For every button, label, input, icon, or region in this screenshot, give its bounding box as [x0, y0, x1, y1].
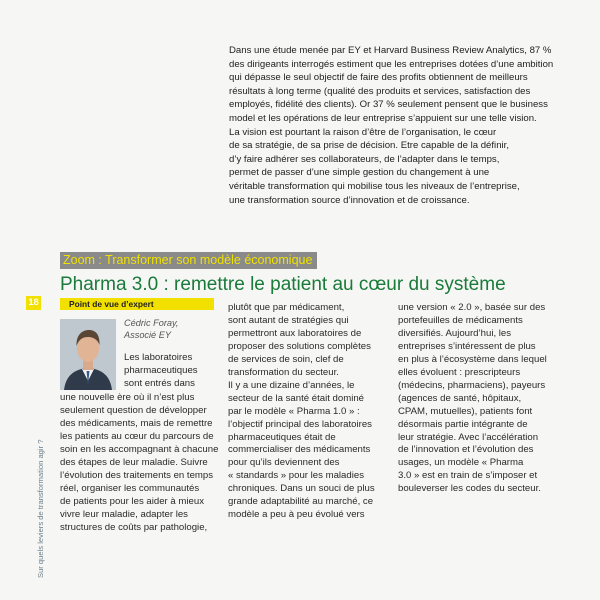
text-line: une nouvelle ère où il n’est plus: [60, 392, 195, 403]
text-line: pharmaceutiques: [124, 364, 198, 376]
intro-line: Dans une étude menée par EY et Harvard Business Review Analytics, 87 %: [229, 45, 552, 56]
page-number: 18: [26, 296, 41, 310]
text-line: en plus à l’écosystème dans lequel: [398, 353, 547, 365]
text-line: par le modèle « Pharma 1.0 » :: [228, 405, 360, 417]
expert-portrait: [60, 319, 116, 390]
text-line: elles évoluent : prescripteurs: [398, 366, 521, 378]
article-title: Pharma 3.0 : remettre le patient au cœur du système: [60, 274, 506, 295]
intro-line: une transformation source d’innovation et de croissance.: [229, 194, 470, 206]
article-column-1: [60, 392, 220, 534]
text-line: diversifiés. Aujourd’hui, les: [398, 327, 512, 339]
expert-role: Associé EY: [124, 329, 171, 340]
intro-line: résultats à long terme (qualité des produits et services, satisfaction des: [229, 85, 531, 97]
text-line: seulement question de développer: [60, 404, 207, 416]
text-line: des médicaments, mais de remettre: [60, 417, 213, 429]
article-column-2: [228, 302, 392, 522]
text-line: de patients pour les aider à mieux: [60, 495, 204, 507]
text-line: sont entrés dans: [124, 377, 195, 389]
text-line: entreprises s’intéressent de plus: [398, 340, 536, 352]
text-line: portefeuilles de médicaments: [398, 314, 523, 326]
intro-line: La vision est pourtant la raison d’être de l’organisation, le cœur: [229, 126, 497, 138]
text-line: pour qu’ils deviennent des: [228, 457, 340, 469]
text-line: « standards » pour les maladies: [228, 470, 364, 482]
intro-line: des dirigeants interrogés estiment que les entreprises dotées d’une ambition: [229, 58, 554, 70]
article-column-3: [398, 302, 564, 496]
text-line: Il y a une dizaine d’années, le: [228, 379, 355, 391]
intro-line: véritable transformation qui mobilise tous les niveaux de l’entreprise,: [229, 180, 520, 192]
text-line: usages, un modèle « Pharma: [398, 457, 524, 469]
text-line: leur stratégie. Avec l’accélération: [398, 431, 539, 443]
expert-viewpoint-label: Point de vue d’expert: [60, 298, 214, 310]
text-line: transformation du secteur.: [228, 366, 339, 378]
text-line: (agences de santé, hôpitaux,: [398, 392, 522, 404]
side-running-title: Sur quels leviers de transformation agir ?: [36, 439, 45, 578]
text-line: sont autant de stratégies qui: [228, 314, 349, 326]
text-line: structures de coûts par pathologie,: [60, 521, 208, 533]
text-line: des étapes de leur maladie. Suivre: [60, 456, 208, 468]
text-line: désormais partie intégrante de: [398, 418, 528, 430]
text-line: permettront aux laboratoires de: [228, 327, 362, 339]
expert-identity: [124, 318, 214, 341]
intro-paragraph: [229, 44, 559, 207]
article-column-1-top: [124, 352, 234, 391]
text-line: l’évolution des traitements en temps: [60, 469, 214, 481]
text-line: de l’innovation et l’évolution des: [398, 444, 534, 456]
zoom-section-label: Zoom : Transformer son modèle économique: [60, 252, 317, 269]
expert-name: Cédric Foray,: [124, 318, 179, 328]
intro-line: employés, fidélité des clients). Or 37 % seulement pensent que le business: [229, 99, 548, 111]
text-line: chroniques. Dans un souci de plus: [228, 483, 375, 495]
text-line: grande adaptabilité au marché, ce: [228, 496, 374, 508]
text-line: de services de soin, clef de: [228, 353, 344, 365]
text-line: une version « 2.0 », basée sur des: [398, 302, 546, 313]
text-line: (médecins, pharmaciens), payeurs: [398, 379, 546, 391]
text-line: les patients au cœur du parcours de: [60, 430, 214, 442]
text-line: secteur de la santé était dominé: [228, 392, 364, 404]
text-line: bouleverser les codes du secteur.: [398, 483, 541, 495]
text-line: proposer des solutions complètes: [228, 340, 371, 352]
text-line: CPAM, mutuelles), patients font: [398, 405, 533, 417]
text-line: Les laboratoires: [124, 352, 193, 363]
intro-line: d’y faire adhérer ses collaborateurs, de l’adapter dans le temps,: [229, 153, 500, 165]
text-line: vivre leur maladie, adapter les: [60, 508, 188, 520]
text-line: l’objectif principal des laboratoires: [228, 418, 372, 430]
text-line: commercialiser des médicaments: [228, 444, 371, 456]
text-line: réel, organiser les communautés: [60, 482, 200, 494]
text-line: plutôt que par médicament,: [228, 302, 345, 313]
intro-line: model et les opérations de leur entreprise s’appuient sur une telle vision.: [229, 112, 537, 124]
text-line: modèle a peu à peu évolué vers: [228, 509, 365, 521]
text-line: 3.0 » est en train de s’imposer et: [398, 470, 538, 482]
intro-line: qui dépasse le seul objectif de faire des profits obtiennent de meilleurs: [229, 72, 528, 84]
text-line: soin en les accompagnant à chacune: [60, 443, 219, 455]
portrait-illustration: [60, 319, 116, 390]
intro-line: permet de passer d’une simple gestion du changement à une: [229, 167, 490, 179]
text-line: pharmaceutiques était de: [228, 431, 336, 443]
intro-line: de sa stratégie, de sa prise de décision. Etre capable de la définir,: [229, 140, 509, 152]
